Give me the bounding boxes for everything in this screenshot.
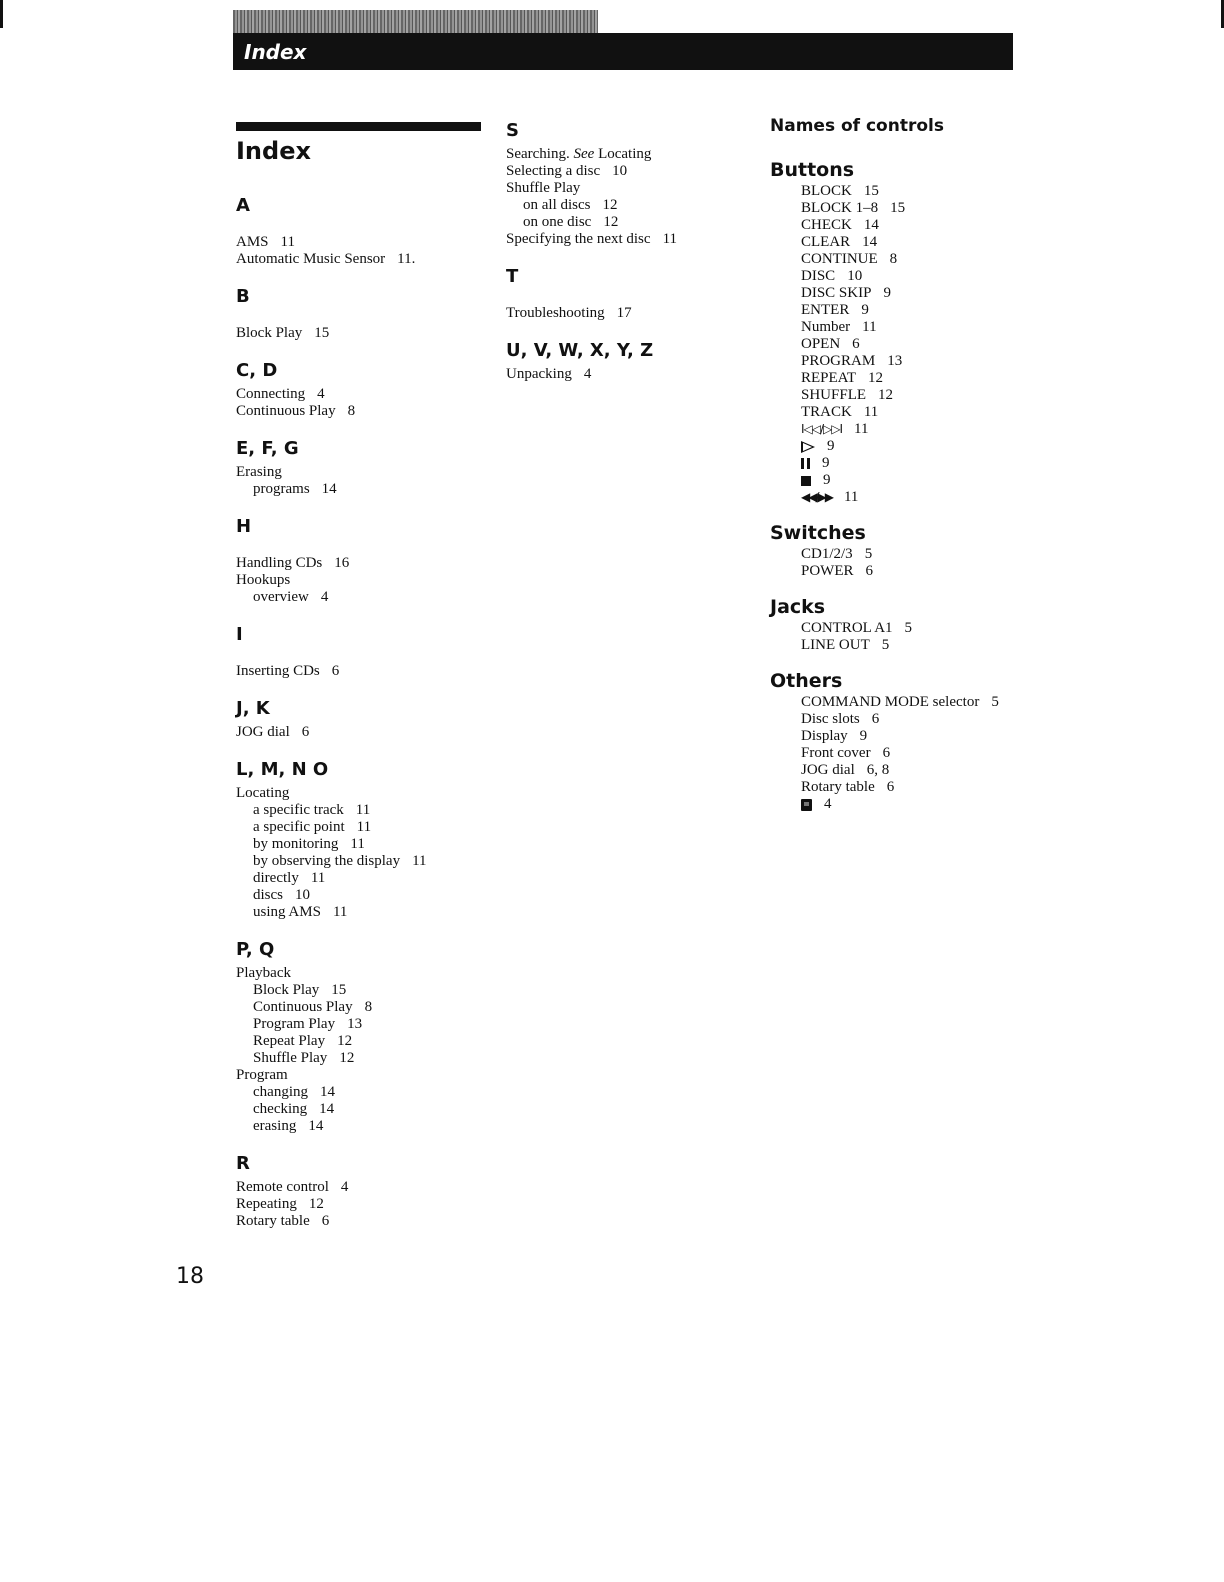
control-label: DISC SKIP [801,285,872,301]
page-ref: 14 [862,234,878,250]
control-label: COMMAND MODE selector [801,694,980,711]
page-ref: 4 [583,366,592,382]
control-item [801,387,1050,404]
header-bar [233,33,1013,70]
page-ref: 15 [314,325,330,341]
control-label: CLEAR [801,234,851,250]
page-ref: 11 [662,231,678,247]
index-subentry [236,589,496,606]
control-item [801,711,1050,728]
control-label: TRACK [801,404,852,420]
control-label: REPEAT [801,370,857,386]
index-entry [236,572,496,589]
skip-prev-next-icon: I◁◁/▷▷I [801,422,843,437]
control-label: DISC [801,268,836,284]
control-item [801,336,1050,353]
page-ref: 9 [827,438,835,455]
entry-text: checking [253,1101,308,1117]
buttons-list [770,183,1050,506]
entry-text: discs [253,887,283,903]
index-subentry [236,1033,496,1050]
index-subentry [236,1016,496,1033]
page-ref: 12 [868,370,884,386]
control-item [801,762,1050,779]
entry-text: Automatic Music Sensor [236,251,386,267]
index-entry [236,234,496,251]
page-ref: 10 [295,887,310,903]
index-entry [236,1213,496,1230]
control-item [801,234,1050,251]
page-ref: 9 [861,302,869,318]
index-entry [236,1067,496,1084]
index-group [236,759,496,921]
page-ref: 14 [321,481,337,497]
names-of-controls-title: Names of controls [770,116,944,136]
page-ref: 14 [319,1101,335,1117]
index-subentry [236,999,496,1016]
page-ref: 8 [364,999,373,1015]
page-ref: 4 [824,796,832,813]
entry-text: a specific point [253,819,345,835]
index-entry [506,231,746,248]
page-ref: 9 [859,728,868,745]
search-rewind-forward-icon: ◀◀/▶▶ [801,490,832,505]
index-subentry [236,1101,496,1118]
control-item [801,285,1050,302]
page-ref: 12 [308,1196,324,1212]
entry-text: Shuffle Play [253,1050,328,1066]
index-entry [506,146,746,163]
page-ref: 6, 8 [866,762,890,779]
index-letter: L, M, N O [236,759,329,780]
entry-text: a specific track [253,802,344,818]
entry-text: Unpacking [506,366,572,382]
jacks-section [770,596,1050,654]
control-label: BLOCK 1–8 [801,200,879,216]
control-item [801,404,1050,421]
index-group [506,120,746,248]
buttons-heading: Buttons [770,159,855,181]
entry-text: Program [236,1067,288,1083]
see-target: Locating [598,146,652,162]
index-subentry [236,1084,496,1101]
control-item [801,745,1050,762]
control-label: Display [801,728,848,745]
header-texture [233,10,598,35]
page-ref: 14 [308,1118,324,1134]
control-item [801,183,1050,200]
control-label: CONTROL A1 [801,620,893,637]
index-group [236,516,496,606]
entry-text: on one disc [523,214,592,230]
buttons-section [770,159,1050,506]
index-subentry [236,819,496,836]
entry-text: overview [253,589,309,605]
index-letter: U, V, W, X, Y, Z [506,340,654,361]
page-ref: 11 [355,802,371,818]
control-label: Number [801,319,851,335]
switches-heading: Switches [770,522,866,545]
index-subentry [236,870,496,887]
page-ref: 5 [991,694,999,711]
index-subentry [236,1118,496,1135]
others-list [770,694,1050,813]
page-ref: 4 [320,589,329,605]
index-group [506,340,746,383]
entry-text: Erasing [236,464,282,480]
control-item [801,546,1050,563]
index-subentry [236,982,496,999]
entry-text: programs [253,481,310,497]
index-group [236,624,496,680]
index-subentry [236,1050,496,1067]
index-entry [506,366,746,383]
index-letter: A [236,195,250,216]
page-ref: 12 [339,1050,355,1066]
control-icon-item [801,472,1050,489]
page-ref: 6 [882,745,891,762]
index-entry [236,251,496,268]
index-subentry [236,481,496,498]
control-label: CD1/2/3 [801,546,853,563]
page-ref: 4 [317,386,325,402]
entry-text: Selecting a disc [506,163,601,179]
pause-icon [801,458,810,469]
control-item [801,694,1050,711]
remote-sensor-icon [801,799,812,811]
page-ref: 8 [347,403,356,419]
control-label: CHECK [801,217,852,233]
index-letter: C, D [236,360,278,381]
page-ref: 8 [889,251,898,267]
entry-text: Remote control [236,1179,329,1195]
entry-text: Hookups [236,572,291,588]
control-item [801,620,1050,637]
page-ref: 11 [350,836,365,852]
page-ref: 6 [301,724,310,740]
entry-text: directly [253,870,299,886]
index-entry [236,464,496,481]
index-groups-left [236,195,496,1230]
crop-mark-left [0,0,3,28]
index-letter: P, Q [236,939,275,960]
entry-text: Troubleshooting [506,305,605,321]
entry-text: AMS [236,234,269,250]
page-ref: 17 [616,305,632,321]
control-label: Disc slots [801,711,860,728]
page-ref: 13 [347,1016,363,1032]
index-group [236,360,496,420]
page-number: 18 [176,1264,204,1289]
index-subentry [506,197,746,214]
entry-text: Program Play [253,1016,336,1032]
others-heading: Others [770,670,843,693]
page-ref: 11 [862,319,877,335]
entry-text: Shuffle Play [506,180,581,196]
index-entry [236,325,496,342]
control-item [801,779,1050,796]
index-group [236,698,496,741]
page-ref: 5 [881,637,890,654]
entry-text: Specifying the next disc [506,231,651,247]
index-entry [236,1196,496,1213]
page-ref: 6 [886,779,895,796]
switches-section [770,522,1050,580]
index-subentry [236,836,496,853]
control-item [801,637,1050,654]
index-group [236,286,496,342]
control-label: JOG dial [801,762,855,779]
control-label: PROGRAM [801,353,876,369]
page-ref: 6 [871,711,880,728]
control-label: CONTINUE [801,251,878,267]
entry-text: by monitoring [253,836,339,852]
page-ref: 10 [847,268,863,284]
page-ref: 9 [822,455,830,472]
page-ref: 15 [331,982,347,998]
control-item [801,200,1050,217]
entry-text: Searching. [506,146,570,162]
index-entry [236,724,496,741]
index-letter: H [236,516,252,537]
see-reference: See [573,146,595,162]
index-letter: J, K [236,698,270,719]
control-item [801,728,1050,745]
control-label: SHUFFLE [801,387,867,403]
index-title-rule [236,122,481,131]
entry-text: Playback [236,965,291,981]
index-subentry [506,214,746,231]
page-ref: 6 [321,1213,330,1229]
entry-text: erasing [253,1118,297,1134]
entry-text: Repeat Play [253,1033,326,1049]
control-icon-item [801,421,1050,438]
control-label: OPEN [801,336,841,352]
jacks-list [770,620,1050,654]
entry-text: Rotary table [236,1213,310,1229]
control-label: Front cover [801,745,871,762]
control-icon-item [801,796,1050,813]
control-item [801,370,1050,387]
index-entry [506,305,746,322]
entry-text: Continuous Play [236,403,336,419]
control-icon-item [801,438,1050,455]
index-group [236,1153,496,1230]
entry-text: Handling CDs [236,555,323,571]
index-group [236,195,496,268]
control-item [801,563,1050,580]
index-entry [236,555,496,572]
page-ref: 14 [319,1084,335,1100]
index-title: Index [236,137,311,165]
entry-text: Block Play [253,982,320,998]
index-entry [236,785,496,802]
play-icon [801,441,815,453]
page-ref: 11 [356,819,372,835]
control-label: BLOCK [801,183,852,199]
control-icon-item [801,455,1050,472]
entry-text: on all discs [523,197,591,213]
control-item [801,319,1050,336]
page-ref: 9 [823,472,831,489]
page-ref: 5 [864,546,873,563]
page-ref: 6 [331,663,340,679]
page-ref: 13 [887,353,903,369]
index-entry [236,663,496,680]
index-entry [236,386,496,403]
page-ref: 11 [280,234,295,250]
page-ref: 11 [863,404,879,420]
page-ref: 10 [612,163,628,179]
index-column-middle [506,120,746,401]
entry-text: Repeating [236,1196,297,1212]
header-title: Index [244,40,307,64]
control-icon-item [801,489,1050,506]
index-letter: I [236,624,243,645]
jacks-heading: Jacks [770,596,826,619]
control-item [801,251,1050,268]
entry-text: Locating [236,785,290,801]
index-subentry [236,853,496,870]
page-ref: 9 [883,285,891,301]
page-ref: 11. [397,251,416,267]
control-item [801,217,1050,234]
index-entry [506,180,746,197]
others-section [770,670,1050,813]
page-ref: 11 [310,870,326,886]
index-letter: E, F, G [236,438,299,459]
index-entry [506,163,746,180]
index-letter: R [236,1153,250,1174]
control-item [801,302,1050,319]
control-label: ENTER [801,302,850,318]
control-item [801,353,1050,370]
page-ref: 11 [854,421,869,437]
page-ref: 11 [843,489,859,506]
entry-text: changing [253,1084,308,1100]
page-ref: 5 [904,620,913,637]
entry-text: Inserting CDs [236,663,320,679]
page-ref: 15 [863,183,879,199]
index-subentry [236,802,496,819]
switches-list [770,546,1050,580]
page-ref: 12 [878,387,894,403]
page-ref: 4 [340,1179,349,1195]
index-letter: T [506,266,519,287]
page-ref: 6 [852,336,860,352]
index-subentry [236,904,496,921]
entry-text: using AMS [253,904,321,920]
index-entry [236,403,496,420]
control-label: LINE OUT [801,637,870,654]
index-group [236,939,496,1135]
index-group [506,266,746,322]
page-ref: 6 [865,563,873,580]
page-ref: 12 [602,197,618,213]
page-ref: 16 [334,555,350,571]
stop-icon [801,476,811,486]
page-ref: 12 [603,214,619,230]
control-item [801,268,1050,285]
entry-text: Connecting [236,386,306,402]
index-entry [236,965,496,982]
entry-text: by observing the display [253,853,401,869]
entry-text: Block Play [236,325,303,341]
index-subentry [236,887,496,904]
index-letter: B [236,286,250,307]
index-group [236,438,496,498]
page-ref: 11 [412,853,427,869]
page-ref: 14 [863,217,879,233]
page-ref: 15 [890,200,906,216]
page-ref: 11 [332,904,348,920]
control-label: POWER [801,563,854,580]
index-groups-middle [506,120,746,383]
controls-column [770,115,1050,829]
index-entry [236,1179,496,1196]
entry-text: JOG dial [236,724,290,740]
index-column-left [236,122,496,1248]
entry-text: Continuous Play [253,999,353,1015]
index-letter: S [506,120,519,141]
control-label: Rotary table [801,779,875,796]
page-ref: 12 [337,1033,353,1049]
